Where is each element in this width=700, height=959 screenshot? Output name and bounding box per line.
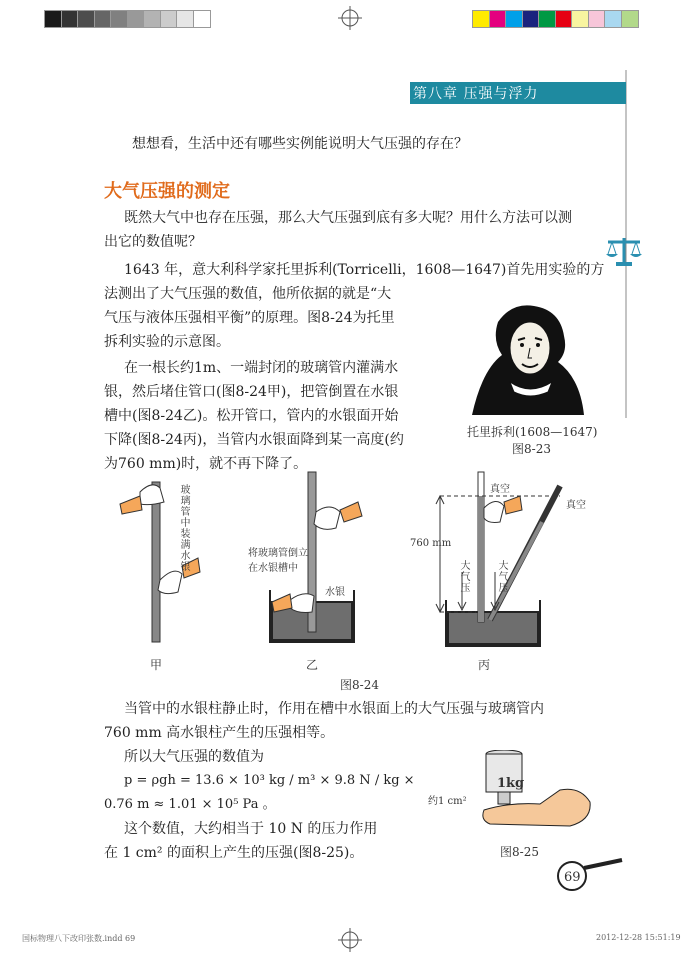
- prompt-question: 想想看，生活中还有哪些实例能说明大气压强的存在？: [132, 136, 468, 152]
- formula-line: p = ρgh = 13.6 × 10³ kg / m³ × 9.8 N / kg ×: [124, 773, 415, 788]
- weight-label: 1kg: [497, 776, 525, 791]
- area-label: 约1 cm²: [428, 796, 467, 807]
- paragraph-line: 当管中的水银柱静止时，作用在槽中水银面上的大气压强与玻璃管内: [124, 701, 544, 717]
- paragraph-line: 所以大气压强的数值为: [124, 749, 264, 765]
- label-mercury: 水银: [325, 587, 345, 598]
- figure-number: 图8-23: [512, 442, 551, 456]
- subfigure-c: 丙: [478, 658, 491, 672]
- paragraph-line: 气压与液体压强相平衡”的原理。图8-24为托里: [104, 310, 395, 326]
- portrait-caption: 托里拆利(1608—1647): [467, 425, 598, 439]
- label-invert-tube: 将玻璃管倒立在水银槽中: [248, 548, 308, 574]
- chapter-title: 第八章 压强与浮力: [413, 86, 539, 102]
- formula-line: 0.76 m ≈ 1.01 × 10⁵ Pa 。: [104, 797, 276, 812]
- paragraph-line: 法测出了大气压强的数值，他所依据的就是“大: [104, 286, 392, 302]
- label-atm-pressure: 大气压: [496, 560, 507, 593]
- paragraph-line: 这个数值，大约相当于 10 N 的压力作用: [124, 821, 378, 837]
- paragraph-line: 760 mm 高水银柱产生的压强相等。: [104, 725, 335, 741]
- paragraph-line: 下降(图8-24丙)，当管内水银面降到某一高度(约: [104, 432, 404, 448]
- weight-on-finger-illustration: [470, 750, 600, 830]
- paragraph-line: 出它的数值呢？: [104, 234, 202, 250]
- label-vacuum-2: 真空: [566, 500, 586, 511]
- label-tube-full: 玻璃管中装满水银: [178, 484, 189, 572]
- paragraph-line: 槽中(图8-24乙)。松开管口，管内的水银面开始: [104, 408, 399, 424]
- page-number: 69: [564, 870, 581, 885]
- paragraph-line: 银，然后堵住管口(图8-24甲)，把管倒置在水银: [104, 384, 399, 400]
- label-vacuum-1: 真空: [490, 484, 510, 495]
- label-atm-pressure: 大气压: [458, 560, 469, 593]
- paragraph-line: 为760 mm)时，就不再下降了。: [104, 456, 308, 472]
- subfigure-b: 乙: [306, 658, 319, 672]
- footer-filename: 国标物理八下改印张数.indd 69: [22, 934, 136, 943]
- paragraph-line: 拆利实验的示意图。: [104, 334, 230, 350]
- figure-number: 图8-24: [340, 678, 379, 692]
- subfigure-a: 甲: [150, 658, 163, 672]
- figure-number: 图8-25: [500, 845, 539, 859]
- footer-timestamp: 2012-12-28 15:51:19: [596, 933, 681, 942]
- paragraph-line: 1643 年，意大利科学家托里拆利(Torricelli，1608—1647)首先用实验的方: [124, 262, 605, 278]
- paragraph-line: 既然大气中也存在压强，那么大气压强到底有多大呢？用什么方法可以测: [124, 210, 572, 226]
- balance-scale-icon: [604, 234, 644, 270]
- label-height: 760 mm: [410, 538, 452, 549]
- paragraph-line: 在 1 cm² 的面积上产生的压强(图8-25)。: [104, 845, 364, 861]
- section-title: 大气压强的测定: [104, 181, 230, 202]
- torricelli-portrait: [462, 300, 592, 418]
- paragraph-line: 在一根长约1m、一端封闭的玻璃管内灌满水: [124, 360, 399, 376]
